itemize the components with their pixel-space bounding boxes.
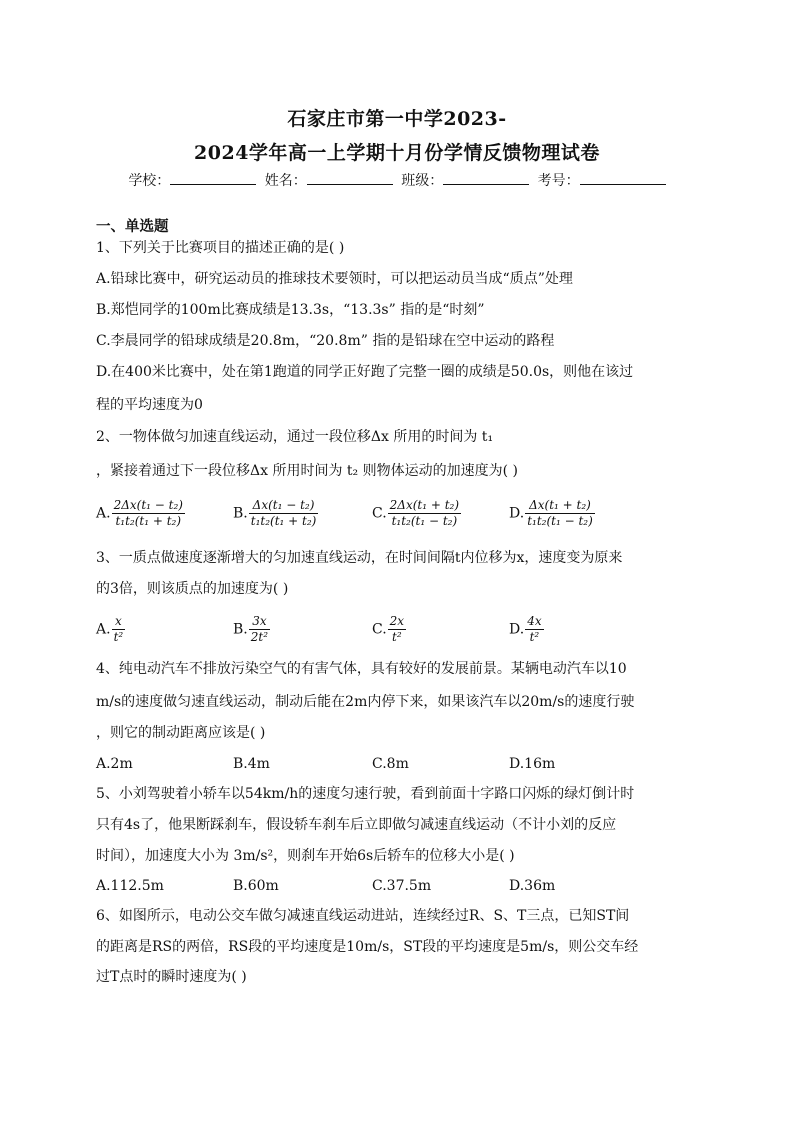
q5-stem-line3: 时间），加速度大小为 3m/s²，则刹车开始6s后轿车的位移大小是( ): [96, 848, 515, 864]
q2-option-c: [372, 498, 461, 529]
q2-stem-line2: ，紧接着通过下一段位移Δx 所用时间为 t₂ 则物体运动的加速度为( ): [96, 463, 518, 479]
q4-option-d: D.16m: [509, 756, 556, 772]
q3-option-b-label: B.: [233, 621, 248, 638]
q3-option-b-fraction: [249, 614, 270, 645]
q2-option-c-numerator: 2Δx(t₁ + t₂): [389, 498, 460, 512]
q3-option-a-numerator: x: [112, 614, 126, 630]
q3-option-b-denominator: 2t²: [250, 630, 269, 644]
student-info-fields: [0, 170, 794, 190]
q3-option-a-label: A.: [96, 621, 111, 638]
q2-stem-line1: 2、一物体做匀加速直线运动，通过一段位移Δx 所用的时间为 t₁: [96, 429, 494, 445]
q4-stem-line2: m/s的速度做匀速直线运动，制动后能在2m内停下来，如果该汽车以20m/s的速度行驶: [96, 694, 635, 710]
q4-stem-line3: ，则它的制动距离应该是( ): [96, 725, 266, 741]
q3-option-d: [509, 614, 544, 645]
q3-option-b-numerator: 3x: [249, 614, 270, 630]
q3-option-d-fraction: [525, 614, 543, 645]
q2-option-a-denominator: t₁t₂(t₁ + t₂): [115, 514, 182, 528]
q1-option-d-line1: D.在400米比赛中，处在第1跑道的同学正好跑了完整一圈的成绩是50.0s，则他在该过: [96, 364, 634, 380]
q3-option-d-numerator: 4x: [527, 614, 542, 628]
q2-option-d-fraction: [525, 498, 595, 529]
name-label: 姓名：: [264, 173, 307, 189]
q4-option-a: A.2m: [96, 756, 133, 772]
q2-option-a-label: A.: [96, 505, 111, 522]
section-title: 一、单选题: [96, 218, 169, 235]
q2-option-b-denominator: t₁t₂(t₁ + t₂): [250, 514, 317, 528]
q6-stem-line3: 过T点时的瞬时速度为( ): [96, 969, 247, 985]
exam-number-blank[interactable]: [580, 171, 666, 185]
exam-title-line2: 2024学年高一上学期十月份学情反馈物理试卷: [194, 142, 600, 164]
q1-option-c: C.李晨同学的铅球成绩是20.8m，“20.8m” 指的是铅球在空中运动的路程: [96, 333, 555, 349]
q2-option-c-fraction: [388, 498, 461, 529]
q2-option-c-label: C.: [372, 505, 387, 522]
q3-option-d-denominator: t²: [529, 630, 540, 644]
q1-option-b: B.郑恺同学的100m比赛成绩是13.3s，“13.3s” 指的是“时刻”: [96, 302, 485, 318]
q2-option-a-numerator: 2Δx(t₁ − t₂): [113, 498, 183, 512]
q5-option-b: B.60m: [233, 878, 279, 894]
q5-option-a: A.112.5m: [96, 878, 164, 894]
q2-option-c-denominator: t₁t₂(t₁ − t₂): [391, 514, 458, 528]
q4-stem-line1: 4、纯电动汽车不排放污染空气的有害气体，具有较好的发展前景。某辆电动汽车以10: [96, 661, 627, 677]
q3-stem-line2: 的3倍，则该质点的加速度为( ): [96, 581, 289, 597]
q2-option-d: [509, 498, 595, 529]
q2-option-b-label: B.: [233, 505, 248, 522]
q6-stem-line1: 6、如图所示，电动公交车做匀减速直线运动进站，连续经过R、S、T三点，已知ST间: [96, 908, 630, 924]
q3-stem-line1: 3、一质点做速度逐渐增大的匀加速直线运动，在时间间隔t内位移为x，速度变为原来: [96, 550, 623, 566]
q3-option-a: [96, 614, 125, 645]
q4-option-b: B.4m: [233, 756, 270, 772]
q5-stem-line1: 5、小刘驾驶着小轿车以54km/h的速度匀速行驶，看到前面十字路口闪烁的绿灯倒计时: [96, 786, 635, 802]
q2-option-d-denominator: t₁t₂(t₁ − t₂): [527, 514, 593, 528]
exam-number-label: 考号：: [537, 173, 580, 189]
q2-option-b-fraction: [249, 498, 319, 529]
q2-option-b: [233, 498, 318, 529]
school-blank[interactable]: [170, 171, 256, 185]
q3-option-c-denominator: t²: [392, 630, 402, 644]
q3-option-a-fraction: [112, 614, 126, 645]
q2-option-a: [96, 498, 185, 529]
q2-option-d-numerator: Δx(t₁ + t₂): [525, 498, 595, 514]
q3-option-c: [372, 614, 406, 645]
q2-option-b-numerator: Δx(t₁ − t₂): [249, 498, 319, 514]
class-blank[interactable]: [443, 171, 529, 185]
q3-option-c-fraction: [388, 614, 406, 645]
q5-option-c: C.37.5m: [372, 878, 432, 894]
q3-option-b: [233, 614, 270, 645]
q3-option-c-label: C.: [372, 621, 387, 638]
school-label: 学校：: [128, 173, 171, 189]
class-label: 班级：: [401, 173, 444, 189]
q5-option-d: D.36m: [509, 878, 556, 894]
exam-title-line1: 石家庄市第一中学2023-: [287, 108, 507, 130]
q5-stem-line2: 只有4s了，他果断踩刹车，假设轿车刹车后立即做匀减速直线运动（不计小刘的反应: [96, 817, 617, 833]
q2-option-a-fraction: [112, 498, 185, 529]
q4-option-c: C.8m: [372, 756, 409, 772]
q6-stem-line2: 的距离是RS的两倍，RS段的平均速度是10m/s，ST段的平均速度是5m/s，则公交车经: [96, 939, 639, 955]
q3-option-d-label: D.: [509, 621, 525, 638]
name-blank[interactable]: [307, 171, 393, 185]
q2-option-d-label: D.: [509, 505, 525, 522]
q1-option-a: A.铅球比赛中，研究运动员的推球技术要领时，可以把运动员当成“质点”处理: [96, 271, 573, 287]
q3-option-a-denominator: t²: [113, 630, 124, 644]
q1-option-d-line2: 程的平均速度为0: [96, 397, 203, 413]
q1-stem: 1、下列关于比赛项目的描述正确的是( ): [96, 240, 345, 256]
q3-option-c-numerator: 2x: [389, 614, 405, 628]
